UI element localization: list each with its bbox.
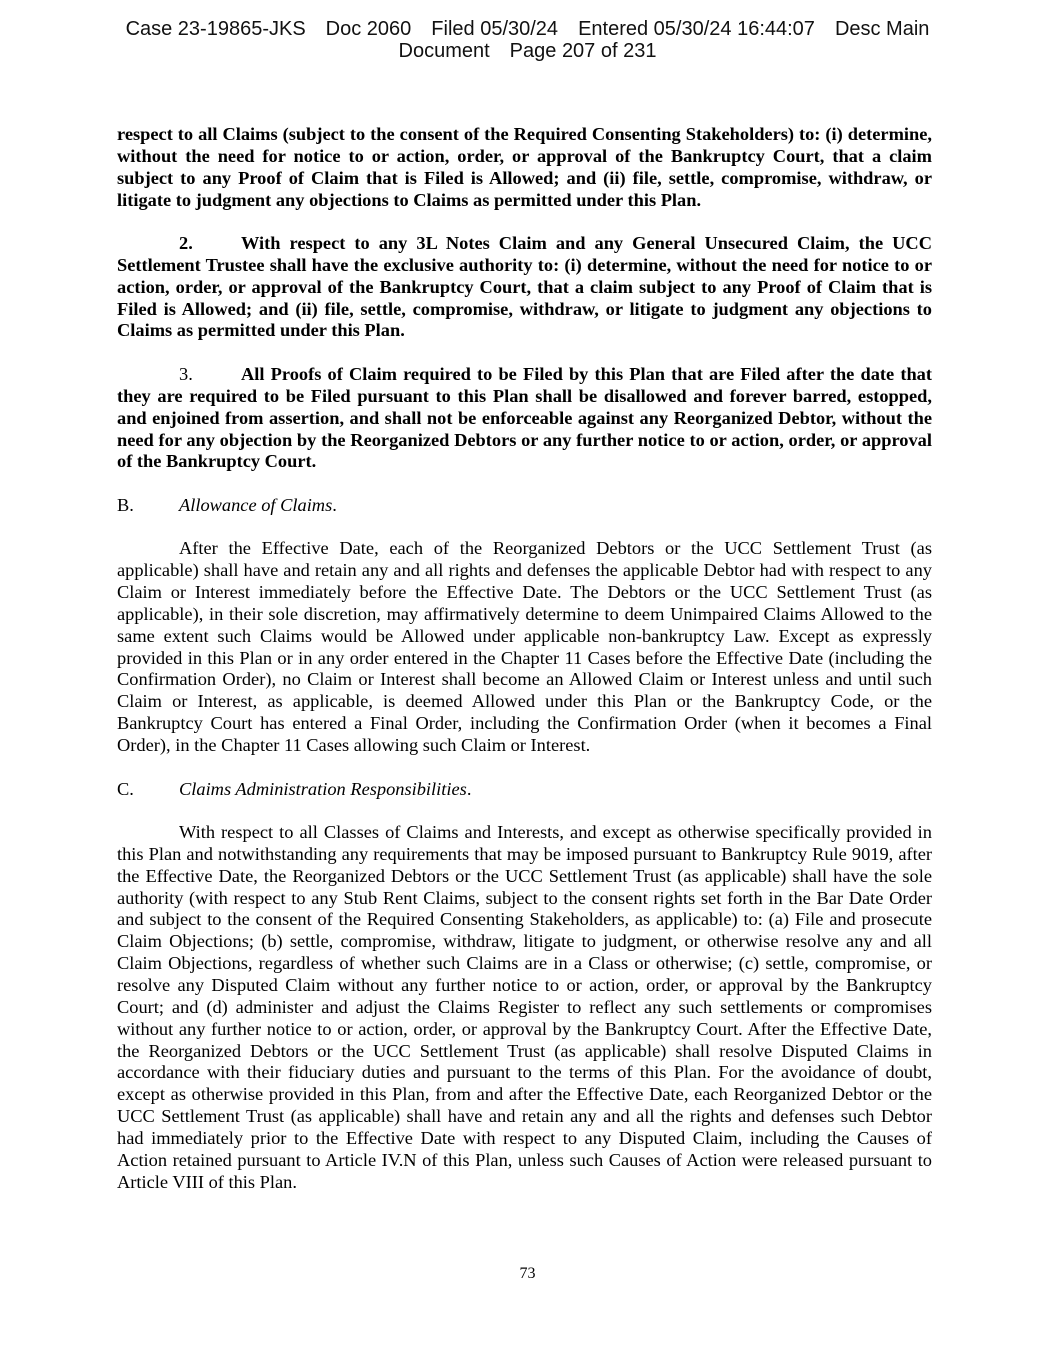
paragraph-3 bbox=[117, 364, 932, 473]
section-b-heading: B. Allowance of Claims . bbox=[117, 494, 337, 515]
paragraph-2-number: 2. bbox=[179, 233, 193, 254]
case-number: Case 23-19865-JKS bbox=[125, 18, 306, 40]
filed-date: Filed 05/30/24 bbox=[431, 18, 559, 40]
doc-number: Doc 2060 bbox=[325, 18, 412, 40]
header-line-1 bbox=[0, 19, 1055, 41]
page-number: 73 bbox=[519, 1265, 536, 1282]
section-b-text: After the Effective Date, each of the Reorganized Debtors or the UCC Settlement Trust (as applicable) shall have and retain any and all rights and defenses the applicable Debtor had with respect to any Claim or Interest immediately before the Effective Date. The Debtors or the UCC Settlement Trust (as applicable), in their sole discretion, may affirmatively determine to deem Unimpaired Claims Allowed to the same extent such Claims would be Allowed under applicable non-bankruptcy Law. Except as expressly provided in this Plan or in any order entered in the Chapter 11 Cases before the Effective Date (including the Confirmation Order), no Claim or Interest shall become an Allowed Claim or Interest unless and until such Claim or Interest, as applicable, is deemed Allowed under this Plan or the Bankruptcy Code, or the Bankruptcy Court has entered a Final Order, including the Confirmation Order (when it becomes a Final Order), in the Chapter 11 Cases allowing such Claim or Interest. bbox=[117, 538, 932, 755]
paragraph-2 bbox=[117, 233, 932, 342]
section-c-heading: C. Claims Administration Responsibilities . bbox=[117, 778, 472, 799]
document-body bbox=[117, 124, 932, 1215]
section-b-label: B. bbox=[117, 494, 134, 515]
paragraph-3-number: 3. bbox=[179, 363, 193, 384]
section-c-title: Claims Administration Responsibilities bbox=[179, 778, 467, 799]
header-line-2 bbox=[0, 41, 1055, 63]
entered-date: Entered 05/30/24 16:44:07 bbox=[578, 18, 815, 40]
section-c-text: With respect to all Classes of Claims and Interests, and except as otherwise specifically provided in this Plan and notwithstanding any requirements that may be imposed pursuant to Bankruptcy Rule 9019, after the Effective Date, the Reorganized Debtors or the UCC Settlement Trust (as applicable) shall have the sole authority (with respect to any Stub Rent Claims, subject to the consent rights set forth in the Bar Date Order and subject to the consent of the Required Consenting Stakeholders, as applicable) to: (a) File and prosecute Claim Objections; (b) settle, compromise, withdraw, litigate to judgment, or otherwise resolve any and all Claim Objections, regardless of whether such Claims are in a Class or otherwise; (c) settle, compromise, or resolve any Disputed Claim without any further notice to or action, order, or approval by the Bankruptcy Court; and (d) administer and adjust the Claims Register to reflect any such settlements or compromises without any further notice to or action, order, or approval by the Bankruptcy Court. After the Effective Date, the Reorganized Debtors or the UCC Settlement Trust (as applicable) shall resolve Disputed Claims in accordance with their fiduciary duties and pursuant to the terms of this Plan. For the avoidance of doubt, except as otherwise provided in this Plan, from and after the Effective Date, each Reorganized Debtor or the UCC Settlement Trust (as applicable) shall have and retain any and all the rights and defenses such Debtor had immediately prior to the Effective Date with respect to any Disputed Claim, including the Causes of Action retained pursuant to Article IV.N of this Plan, unless such Causes of Action were released pursuant to Article VIII of this Plan. bbox=[117, 822, 932, 1192]
page-of-total: Page 207 of 231 bbox=[509, 39, 657, 62]
desc-label: Desc Main bbox=[834, 18, 930, 40]
continued-paragraph: respect to all Claims (subject to the consent of the Required Consenting Stakeholders) to: (i) determine, without the need for notice to or action, order, or approval of the Bankruptcy Court, that a claim subject to any Proof of Claim that is Filed is Allowed; and (ii) file, settle, compromise, withdraw, or litigate to judgment any objections to Claims as permitted under this Plan. bbox=[117, 124, 932, 210]
court-filing-header bbox=[0, 19, 1055, 62]
document-label: Document bbox=[398, 39, 490, 62]
section-c-label: C. bbox=[117, 778, 134, 799]
paragraph-3-text: All Proofs of Claim required to be Filed by this Plan that are Filed after the date that they are required to be Filed pursuant to this Plan shall be disallowed and forever barred, estopped, and enjoined from assertion, and shall not be enforceable against any Reorganized Debtor, without the need for any objection by the Reorganized Debtors or any further notice to or action, order, or approval of the Bankruptcy Court. bbox=[117, 363, 932, 472]
paragraph-2-text: With respect to any 3L Notes Claim and any General Unsecured Claim, the UCC Settlement Trustee shall have the exclusive authority to: (i) determine, without the need for notice to or action, order, or approval of the Bankruptcy Court, that a claim subject to any Proof of Claim that is Filed is Allowed; and (ii) file, settle, compromise, withdraw, or litigate to judgment any objections to Claims as permitted under this Plan. bbox=[117, 233, 932, 341]
section-b-title: Allowance of Claims bbox=[179, 494, 333, 515]
